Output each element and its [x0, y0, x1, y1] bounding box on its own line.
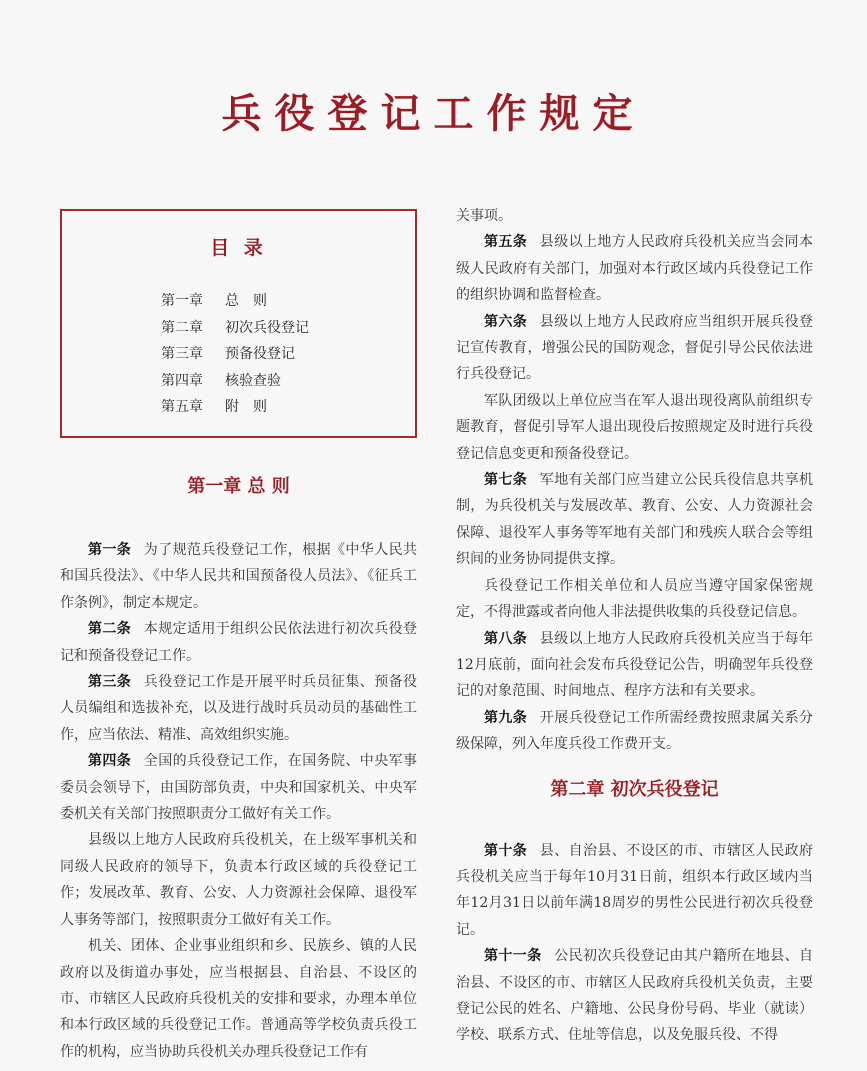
article — [60, 748, 417, 827]
article-label: 第十条 — [484, 842, 528, 859]
article — [456, 229, 813, 308]
toc-item-number: 第一章 — [161, 293, 203, 309]
toc-item-title: 核验查验 — [225, 372, 281, 389]
toc-item-title: 总 则 — [225, 293, 267, 309]
article — [60, 616, 417, 669]
toc-item-1[interactable] — [161, 288, 309, 315]
article-label: 第九条 — [484, 709, 528, 726]
article-label: 第十一条 — [484, 948, 542, 965]
article-label: 第五条 — [484, 234, 528, 251]
paragraph: 兵役登记工作相关单位和人员应当遵守国家保密规定，不得泄露或者向他人非法提供收集的兵役登记信息。 — [456, 577, 813, 621]
article — [456, 309, 813, 388]
article-label: 第八条 — [484, 630, 528, 647]
paragraph: 县级以上地方人民政府兵役机关，在上级军事机关和同级人民政府的领导下，负责本行政区域的兵役登记工作；发展改革、教育、公安、人力资源社会保障、退役军人事务等部门，按照职责分工做好有关工作。 — [60, 832, 417, 928]
toc-item-4[interactable] — [161, 368, 309, 395]
article — [456, 467, 813, 573]
toc-item-title: 附 则 — [225, 399, 267, 415]
paragraph: 军队团级以上单位应当在军人退出现役离队前组织专题教育，督促引导军人退出现役后按照规定及时进行兵役登记信息变更和预备役登记。 — [456, 392, 813, 462]
article-text: 县级以上地方人民政府应当组织开展兵役登记宣传教育，增强公民的国防观念，督促引导公民依法进行兵役登记。 — [456, 313, 814, 383]
article-label: 第一条 — [88, 542, 132, 558]
article — [456, 838, 813, 944]
article-label: 第四条 — [88, 753, 132, 770]
article-text: 开展兵役登记工作所需经费按照隶属关系分级保障，列入年度兵役工作费开支。 — [456, 709, 814, 753]
article-label: 第三条 — [88, 674, 132, 691]
toc-list — [161, 288, 309, 421]
article — [60, 537, 417, 616]
article-label: 第二条 — [88, 621, 132, 638]
toc-item-number: 第二章 — [161, 319, 203, 336]
article-text: 公民初次兵役登记由其户籍所在地县、自治县、不设区的市、市辖区人民政府兵役机关负责，主要登记公民的姓名、户籍地、公民身份号码、毕业（就读）学校、联系方式、住址等信息，以及免服兵役、不得 — [456, 948, 814, 1044]
article-label: 第七条 — [484, 472, 528, 489]
paragraph-continuation: 关事项。 — [456, 208, 512, 224]
toc-item-number: 第四章 — [161, 372, 203, 389]
article-text: 全国的兵役登记工作，在国务院、中央军事委员会领导下，由国防部负责，中央和国家机关、中央军委机关有关部门按照职责分工做好有关工作。 — [60, 753, 418, 823]
article-text: 为了规范兵役登记工作，根据《中华人民共和国兵役法》、《中华人民共和国预备役人员法》、《征兵工作条例》，制定本规定。 — [60, 542, 418, 611]
article-text: 县、自治县、不设区的市、市辖区人民政府兵役机关应当于每年10月31日前，组织本行政区域内当年12月31日以前年满18周岁的男性公民进行初次兵役登记。 — [456, 842, 814, 938]
article-text: 县级以上地方人民政府兵役机关应当会同本级人民政府有关部门，加强对本行政区域内兵役登记工作的组织协调和监督检查。 — [456, 234, 814, 304]
toc-item-5[interactable] — [161, 394, 309, 421]
toc-item-3[interactable] — [161, 341, 309, 368]
article — [456, 943, 813, 1049]
article — [60, 669, 417, 748]
article-text: 县级以上地方人民政府兵役机关应当于每年12月底前，面向社会发布兵役登记公告，明确翌年兵役登记的对象范围、时间地点、程序方法和有关要求。 — [456, 630, 814, 700]
right-column — [456, 203, 813, 1049]
chapter-heading: 第一章 总 则 — [187, 476, 290, 497]
article — [456, 626, 813, 705]
paragraph: 机关、团体、企业事业组织和乡、民族乡、镇的人民政府以及街道办事处，应当根据县、自治县、不设区的市、市辖区人民政府兵役机关的安排和要求，办理本单位和本行政区域的兵役登记工作。普通高等学校负责兵役工作的机构，应当协助兵役机关办理兵役登记工作有 — [60, 938, 417, 1060]
table-of-contents — [60, 209, 417, 438]
article — [456, 705, 813, 758]
article-text: 军地有关部门应当建立公民兵役信息共享机制，为兵役机关与发展改革、教育、公安、人力资源社会保障、退役军人事务等军地有关部门和残疾人联合会等组织间的业务协同提供支撑。 — [456, 472, 814, 568]
article-text: 本规定适用于组织公民依法进行初次兵役登记和预备役登记工作。 — [60, 621, 418, 664]
toc-item-title: 初次兵役登记 — [225, 319, 309, 336]
left-column — [60, 464, 417, 1065]
toc-heading: 目 录 — [210, 237, 267, 259]
article-label: 第六条 — [484, 313, 528, 330]
page-title: 兵役登记工作规定 — [221, 91, 646, 137]
chapter-heading: 第二章 初次兵役登记 — [550, 778, 719, 800]
toc-item-number: 第三章 — [161, 346, 203, 362]
toc-item-title: 预备役登记 — [225, 346, 295, 362]
toc-item-number: 第五章 — [161, 399, 203, 415]
article-text: 兵役登记工作是开展平时兵员征集、预备役人员编组和选拔补充，以及进行战时兵员动员的基础性工作，应当依法、精准、高效组织实施。 — [60, 674, 418, 743]
toc-item-2[interactable] — [161, 315, 309, 342]
